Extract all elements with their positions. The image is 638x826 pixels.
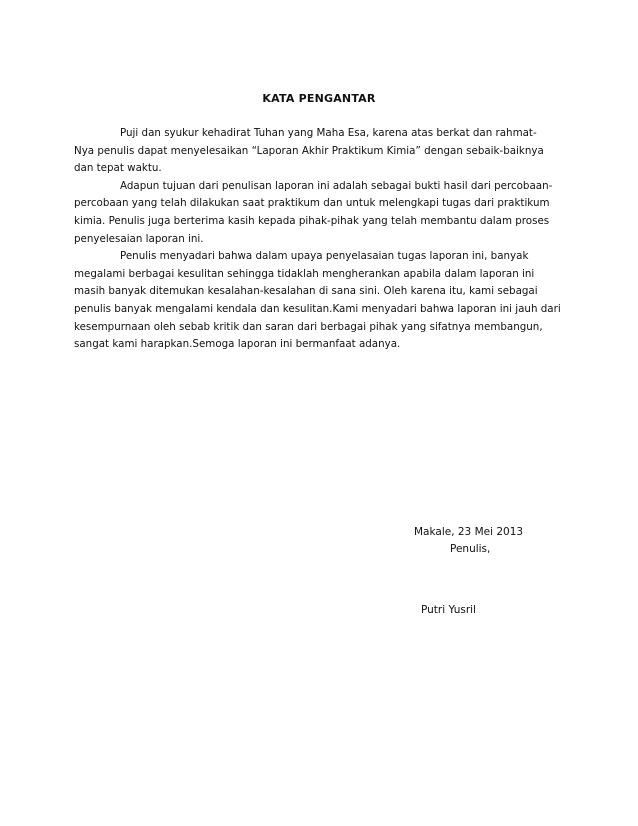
paragraph-line: Adapun tujuan dari penulisan laporan ini adalah sebagai bukti hasil dari percobaan- bbox=[120, 179, 553, 192]
signer-name: Putri Yusril bbox=[421, 604, 476, 616]
paragraph-line: Puji dan syukur kehadirat Tuhan yang Maha Esa, karena atas berkat dan rahmat- bbox=[120, 127, 537, 139]
paragraph-line: Penulis menyadari bahwa dalam upaya penyelasaian tugas laporan ini, banyak bbox=[120, 250, 529, 263]
paragraph-line: Nya penulis dapat menyelesaikan “Laporan Akhir Praktikum Kimia” dengan sebaik-baiknya bbox=[74, 144, 544, 157]
paragraph-line: penulis banyak mengalami kendala dan kesulitan.Kami menyadari bahwa laporan ini jauh dari bbox=[74, 302, 561, 315]
paragraph-line: megalami berbagai kesulitan sehingga tidaklah mengherankan apabila dalam laporan ini bbox=[74, 267, 535, 280]
place-date: Makale, 23 Mei 2013 bbox=[414, 526, 524, 538]
body-text bbox=[74, 125, 566, 354]
paragraph-line: dan tepat waktu. bbox=[74, 162, 162, 175]
author-role: Penulis, bbox=[450, 543, 491, 555]
paragraph-line: kimia. Penulis juga berterima kasih kepada pihak-pihak yang telah membantu dalam proses bbox=[74, 214, 550, 227]
paragraph-line: sangat kami harapkan.Semoga laporan ini bermanfaat adanya. bbox=[74, 338, 401, 351]
paragraph-line: percobaan yang telah dilakukan saat praktikum dan untuk melengkapi tugas dari praktikum bbox=[74, 197, 550, 210]
paragraph-line: masih banyak ditemukan kesalahan-kesalahan di sana sini. Oleh karena itu, kami sebagai bbox=[74, 285, 538, 298]
page-title: KATA PENGANTAR bbox=[262, 92, 376, 105]
paragraph-line: penyelesaian laporan ini. bbox=[74, 232, 204, 245]
paragraph-line: kesempurnaan oleh sebab kritik dan saran dari berbagai pihak yang sifatnya membangun, bbox=[74, 320, 543, 333]
